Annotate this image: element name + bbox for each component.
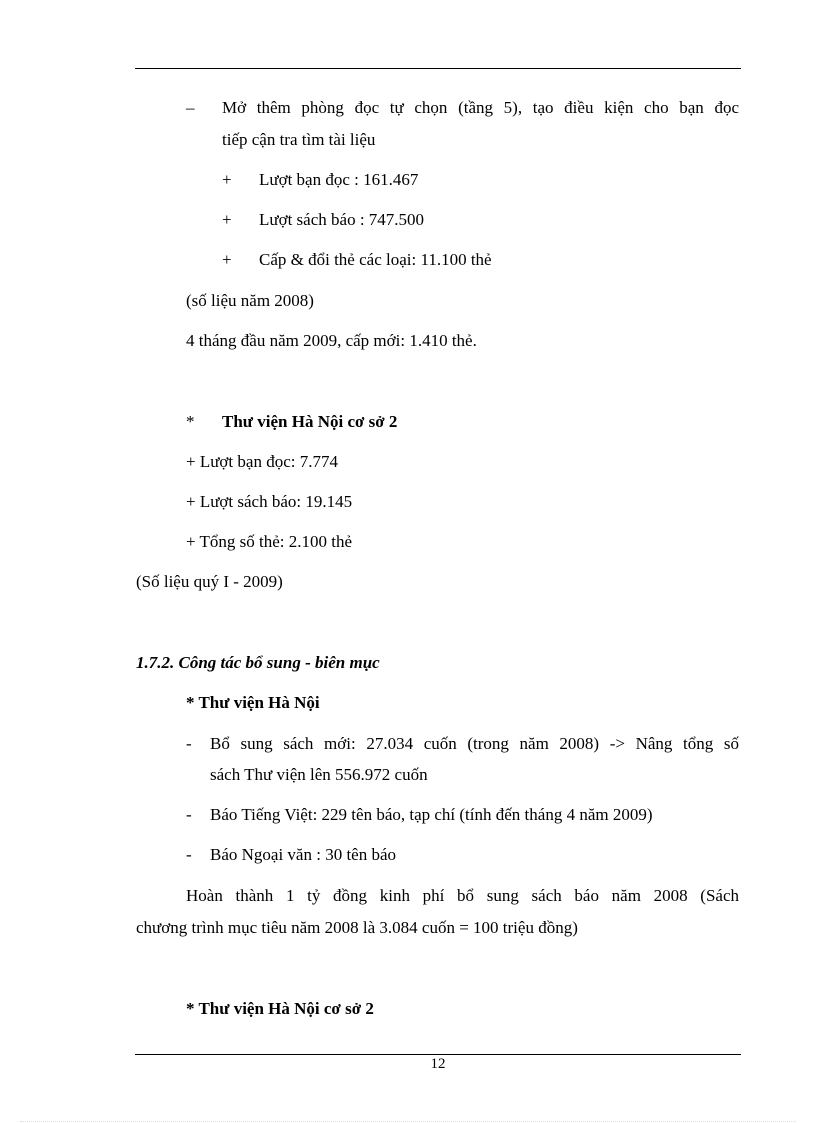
stat-line: + Lượt sách báo: 19.145 xyxy=(186,492,353,511)
subsection-title: * Thư viện Hà Nội xyxy=(186,693,320,712)
paragraph-line: Báo Tiếng Việt: 229 tên báo, tạp chí (tính đến tháng 4 năm 2009) xyxy=(210,805,653,824)
paragraph-line: Báo Ngoại văn : 30 tên báo xyxy=(210,845,397,864)
stat-line: Lượt bạn đọc : 161.467 xyxy=(259,170,419,189)
dash-bullet: - xyxy=(186,805,192,824)
subsection-title: * Thư viện Hà Nội cơ sở 2 xyxy=(186,999,374,1018)
paragraph-line: Mở thêm phòng đọc tự chọn (tầng 5), tạo điều kiện cho bạn đọc xyxy=(222,98,739,117)
stat-line: + Tổng số thẻ: 2.100 thẻ xyxy=(186,532,353,551)
section-title: Thư viện Hà Nội cơ sở 2 xyxy=(222,412,398,431)
dash-bullet: - xyxy=(186,845,192,864)
dash-bullet: - xyxy=(186,734,192,753)
paragraph-line: chương trình mục tiêu năm 2008 là 3.084 cuốn = 100 triệu đồng) xyxy=(136,918,578,937)
paragraph-line: tiếp cận tra tìm tài liệu xyxy=(222,130,376,149)
dash-bullet: – xyxy=(186,98,195,117)
page-number: 12 xyxy=(430,1056,446,1072)
stat-line: + Lượt bạn đọc: 7.774 xyxy=(186,452,338,471)
header-rule xyxy=(135,68,741,69)
note-line: (số liệu năm 2008) xyxy=(186,291,314,310)
stat-line: Lượt sách báo : 747.500 xyxy=(259,210,425,229)
footer-rule xyxy=(135,1054,741,1055)
paragraph-line: Hoàn thành 1 tỷ đồng kinh phí bổ sung sách báo năm 2008 (Sách xyxy=(186,886,739,905)
page-edge-divider xyxy=(20,1121,796,1122)
plus-bullet: + xyxy=(222,250,232,269)
paragraph-line: Bổ sung sách mới: 27.034 cuốn (trong năm 2008) -> Nâng tổng số xyxy=(210,734,739,753)
plus-bullet: + xyxy=(222,170,232,189)
note-line: 4 tháng đầu năm 2009, cấp mới: 1.410 thẻ. xyxy=(186,331,477,350)
stat-line: Cấp & đổi thẻ các loại: 11.100 thẻ xyxy=(259,250,492,269)
paragraph-line: sách Thư viện lên 556.972 cuốn xyxy=(210,765,428,784)
section-heading: 1.7.2. Công tác bổ sung - biên mục xyxy=(136,653,380,672)
asterisk-bullet: * xyxy=(186,412,195,431)
plus-bullet: + xyxy=(222,210,232,229)
note-line: (Số liệu quý I - 2009) xyxy=(136,572,283,591)
